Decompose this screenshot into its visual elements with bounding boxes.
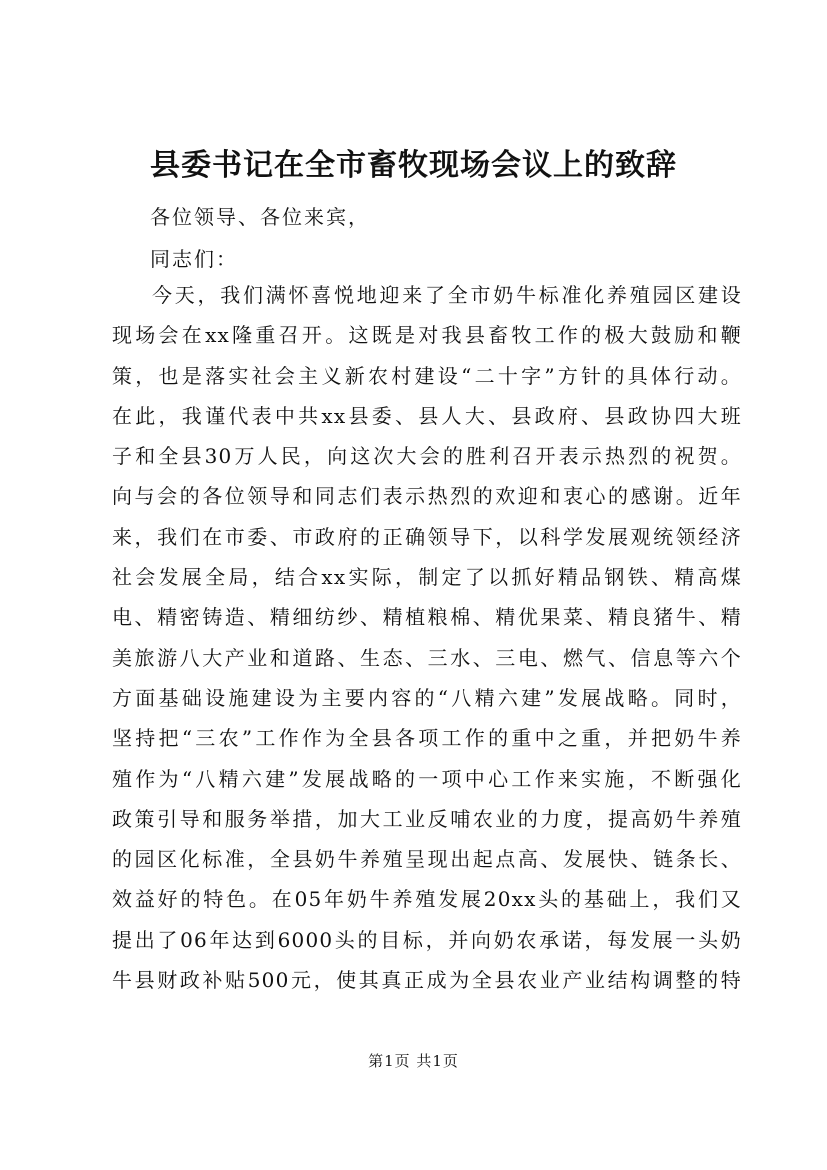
page-title: 县委书记在全市畜牧现场会议上的致辞 — [150, 148, 677, 183]
body-line: 提出了06年达到6000头的目标，并向奶农承诺，每发展一头奶 — [112, 927, 742, 952]
body-paragraph — [112, 275, 742, 1000]
body-line: 牛县财政补贴500元，使其真正成为全县农业产业结构调整的特 — [112, 968, 742, 993]
page-number-footer: 第1页 共1页 — [368, 1052, 459, 1070]
body-line: 坚持把“三农”工作作为全县各项工作的重中之重，并把奶牛养 — [112, 726, 742, 751]
body-line: 向与会的各位领导和同志们表示热烈的欢迎和衷心的感谢。近年 — [112, 484, 742, 509]
body-line: 效益好的特色。在05年奶牛养殖发展20xx头的基础上，我们又 — [112, 887, 742, 912]
body-line: 方面基础设施建设为主要内容的“八精六建”发展战略。同时， — [112, 685, 742, 710]
body-line: 电、精密铸造、精细纺纱、精植粮棉、精优果菜、精良猪牛、精 — [112, 605, 742, 630]
body-line: 今天，我们满怀喜悦地迎来了全市奶牛标准化养殖园区建设 — [152, 283, 742, 307]
body-line: 政策引导和服务举措，加大工业反哺农业的力度，提高奶牛养殖 — [112, 806, 742, 831]
salutation-comrades: 同志们： — [150, 247, 238, 271]
body-line: 子和全县30万人民，向这次大会的胜利召开表示热烈的祝贺。 — [112, 444, 742, 469]
body-line: 来，我们在市委、市政府的正确领导下，以科学发展观统领经济 — [112, 524, 742, 549]
body-line: 社会发展全局，结合xx实际，制定了以抓好精品钢铁、精高煤 — [112, 565, 742, 590]
body-line: 现场会在xx隆重召开。这既是对我县畜牧工作的极大鼓励和鞭 — [112, 323, 742, 348]
body-line: 的园区化标准，全县奶牛养殖呈现出起点高、发展快、链条长、 — [112, 847, 742, 872]
body-line: 在此，我谨代表中共xx县委、县人大、县政府、县政协四大班 — [112, 403, 742, 428]
body-line: 殖作为“八精六建”发展战略的一项中心工作来实施，不断强化 — [112, 766, 742, 791]
body-line: 策，也是落实社会主义新农村建设“二十字”方针的具体行动。 — [112, 363, 742, 388]
body-line: 美旅游八大产业和道路、生态、三水、三电、燃气、信息等六个 — [112, 645, 742, 670]
salutation-leaders: 各位领导、各位来宾， — [150, 205, 370, 229]
